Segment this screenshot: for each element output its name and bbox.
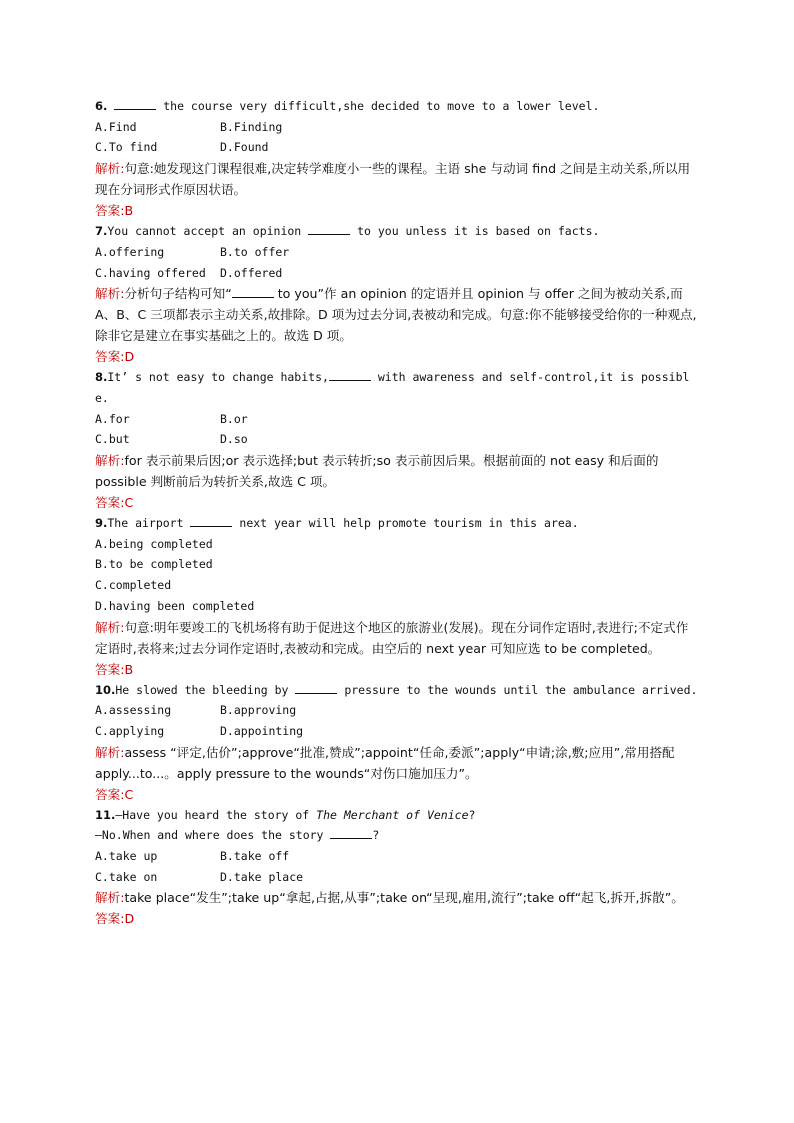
question-11-analysis: 解析:take place“发生”;take up“拿起,占据,从事”;take on“呈现,雇用,流行”;take off“起飞,拆开,拆散”。 [95,890,684,906]
answer-blank [329,370,371,381]
question-10-analysis: 解析:assess “评定,估价”;approve“批准,赞成”;appoint“任命,委派”;apply“申请;涂,敷;应用”,常用搭配 apply...to...。apply pressure to the wounds“对伤口施加压力”。 [95,744,675,781]
question-7-answer: 答案:D [95,349,135,365]
option-b: B.take off [220,849,290,864]
analysis-label: 解析: [95,744,125,760]
question-10-answer: 答案:C [95,786,134,802]
question-6-analysis: 解析:句意:她发现这门课程很难,决定转学难度小一些的课程。主语 she 与动词 find 之间是主动关系,所以用现在分词形式作原因状语。 [95,161,691,198]
analysis-label: 解析: [95,890,125,906]
question-6-answer: 答案:B [95,203,134,219]
option-a: A.being completed [95,536,213,551]
answer-blank [308,224,350,235]
option-a: A.offering [95,244,165,259]
question-8-options [95,409,700,450]
option-b: B.to offer [220,244,290,259]
option-c: C.To find [95,140,158,155]
analysis-label: 解析: [95,453,125,469]
question-10-options [95,700,700,741]
option-c: C.applying [95,723,165,738]
option-d: D.offered [220,265,283,280]
option-c: C.having offered [95,265,206,280]
option-c: C.completed [95,578,172,593]
option-b: B.or [220,411,248,426]
option-d: D.having been completed [95,598,255,613]
question-number: 6. [95,99,108,113]
option-a: A.Find [95,119,137,134]
question-8-analysis: 解析:for 表示前果后因;or 表示选择;but 表示转折;so 表示前因后果。根据前面的 not easy 和后面的 possible 判断前后为转折关系,故选 C 项。 [95,453,659,490]
analysis-label: 解析: [95,619,125,635]
question-7-analysis: 解析:分析句子结构可知“ to you”作 an opinion 的定语并且 opinion 与 offer 之间为被动关系,而 A、B、C 三项都表示主动关系,故排除。D 项为过去分词,表被动和完成。句意:你不能够接受给你的一种观点,除非它是建立在事实基础之上的。故选 D 项。 [95,286,697,344]
option-d: D.appointing [220,723,304,738]
question-6-options [95,117,700,158]
question-11-stem: 11.—Have you heard the story of The Merchant of Venice? [95,807,476,822]
answer-blank [232,287,274,298]
question-7-stem: 7.You cannot accept an opinion to you unless it is based on facts. [95,224,600,239]
question-number: 8. [95,370,108,385]
option-c: C.take on [95,869,158,884]
question-11-reply: —No.When and where does the story ? [95,828,380,843]
question-8-answer: 答案:C [95,495,134,511]
option-a: A.for [95,411,130,426]
question-11-answer: 答案:D [95,911,135,927]
question-9-stem: 9.The airport next year will help promote tourism in this area. [95,516,579,531]
answer-blank [330,828,372,839]
question-7-options [95,242,700,283]
question-number: 9. [95,516,108,531]
question-number: 11. [95,807,116,822]
book-title: The Merchant of Venice [316,807,469,822]
analysis-label: 解析: [95,161,125,177]
question-11-options [95,846,700,887]
question-10-stem: 10.He slowed the bleeding by pressure to the wounds until the ambulance arrived. [95,682,698,697]
analysis-label: 解析: [95,286,125,302]
option-d: D.so [220,432,248,447]
question-page [95,96,700,929]
question-number: 10. [95,682,116,697]
answer-blank [114,99,156,110]
option-b: B.approving [220,703,297,718]
option-a: A.take up [95,849,158,864]
option-b: B.to be completed [95,557,213,572]
question-9-analysis: 解析:句意:明年要竣工的飞机场将有助于促进这个地区的旅游业(发展)。现在分词作定语时,表进行;不定式作定语时,表将来;过去分词作定语时,表被动和完成。由空后的 next year 可知应选 to be completed。 [95,619,689,656]
answer-blank [190,516,232,527]
option-d: D.take place [220,869,304,884]
option-b: B.Finding [220,119,283,134]
option-c: C.but [95,432,130,447]
question-8-stem: 8.It’ s not easy to change habits, with awareness and self-control,it is possible. [95,370,690,405]
question-9-answer: 答案:B [95,661,134,677]
option-a: A.assessing [95,703,172,718]
question-number: 7. [95,224,108,239]
question-6-stem: 6. the course very difficult,she decided to move to a lower level. [95,99,600,113]
answer-blank [295,683,337,694]
option-d: D.Found [220,140,269,155]
